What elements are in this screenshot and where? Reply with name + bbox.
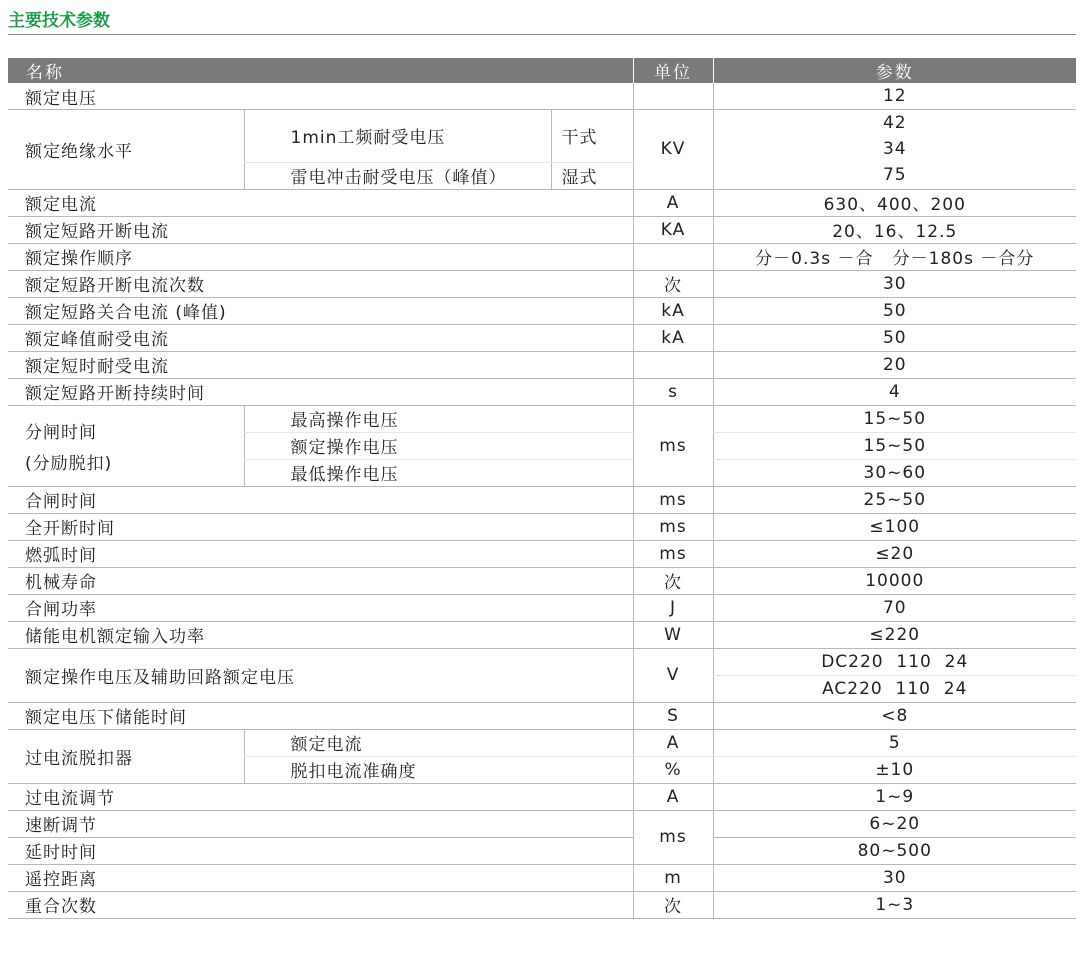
param-unit: kA <box>633 297 713 324</box>
param-name: 额定操作电压及辅助回路额定电压 <box>8 648 633 702</box>
table-row <box>8 513 1076 540</box>
table-row <box>8 702 1076 729</box>
param-value: <8 <box>713 702 1076 729</box>
table-row <box>8 810 1076 837</box>
table-row <box>8 594 1076 621</box>
table-row <box>8 405 1076 432</box>
param-value: AC220 110 24 <box>713 675 1076 702</box>
param-unit <box>633 351 713 378</box>
param-unit: ms <box>633 513 713 540</box>
param-unit: A <box>633 783 713 810</box>
param-subname: 雷电冲击耐受电压（峰值） <box>244 162 551 189</box>
param-value: 42 <box>713 110 1076 137</box>
param-value: 70 <box>713 594 1076 621</box>
param-value: 12 <box>713 83 1076 110</box>
param-name: 重合次数 <box>8 891 633 918</box>
param-name: 燃弧时间 <box>8 540 633 567</box>
header-value: 参数 <box>713 58 1076 83</box>
param-unit: 次 <box>633 567 713 594</box>
param-name: 额定短路开断电流次数 <box>8 270 633 297</box>
param-type: 干式 <box>551 110 633 163</box>
param-value: 6~20 <box>713 810 1076 837</box>
table-row <box>8 110 1076 137</box>
param-unit: % <box>633 756 713 783</box>
param-unit: ms <box>633 486 713 513</box>
section-title: 主要技术参数 <box>8 11 110 31</box>
param-value: 30 <box>713 864 1076 891</box>
param-value: 80~500 <box>713 837 1076 864</box>
param-name: 合闸功率 <box>8 594 633 621</box>
param-unit: 次 <box>633 891 713 918</box>
param-name: 合闸时间 <box>8 486 633 513</box>
param-value: 5 <box>713 729 1076 756</box>
param-name: 机械寿命 <box>8 567 633 594</box>
param-value: 1~3 <box>713 891 1076 918</box>
param-subname: 额定电流 <box>244 729 633 756</box>
param-name: 过电流调节 <box>8 783 633 810</box>
param-name: 额定绝缘水平 <box>8 110 244 190</box>
param-value: ±10 <box>713 756 1076 783</box>
param-name: 额定电流 <box>8 189 633 216</box>
param-value: 25~50 <box>713 486 1076 513</box>
param-name: 过电流脱扣器 <box>8 729 244 783</box>
param-name: 储能电机额定输入功率 <box>8 621 633 648</box>
param-value: 50 <box>713 324 1076 351</box>
param-subname: 额定操作电压 <box>244 432 633 459</box>
param-value: DC220 110 24 <box>713 648 1076 675</box>
table-row <box>8 351 1076 378</box>
param-value: 630、400、200 <box>713 189 1076 216</box>
table-row <box>8 189 1076 216</box>
param-value: 1~9 <box>713 783 1076 810</box>
param-subname: 1min工频耐受电压 <box>244 110 551 163</box>
param-subname: 脱扣电流准确度 <box>244 756 633 783</box>
param-unit: KA <box>633 216 713 243</box>
table-row <box>8 864 1076 891</box>
header-name: 名称 <box>8 58 633 83</box>
param-name: 遥控距离 <box>8 864 633 891</box>
param-unit: W <box>633 621 713 648</box>
table-row <box>8 567 1076 594</box>
table-row <box>8 648 1076 675</box>
header-unit: 单位 <box>633 58 713 83</box>
table-row <box>8 297 1076 324</box>
param-unit: A <box>633 189 713 216</box>
table-row <box>8 270 1076 297</box>
param-unit <box>633 243 713 270</box>
table-row <box>8 216 1076 243</box>
param-name: 速断调节 <box>8 810 633 837</box>
param-value: 50 <box>713 297 1076 324</box>
param-name: 额定电压 <box>8 83 633 110</box>
table-row <box>8 243 1076 270</box>
param-value: 15~50 <box>713 432 1076 459</box>
param-subname: 最高操作电压 <box>244 405 633 432</box>
param-unit: ms <box>633 810 713 864</box>
param-value: 75 <box>713 162 1076 189</box>
param-subname: 最低操作电压 <box>244 459 633 486</box>
table-row <box>8 486 1076 513</box>
param-value: ≤20 <box>713 540 1076 567</box>
specs-table <box>8 58 1076 919</box>
table-row <box>8 891 1076 918</box>
param-unit: 次 <box>633 270 713 297</box>
param-name: 额定电压下储能时间 <box>8 702 633 729</box>
param-name-note: (分励脱扣) <box>25 453 113 474</box>
param-value: 10000 <box>713 567 1076 594</box>
param-value: 30 <box>713 270 1076 297</box>
param-value: ≤220 <box>713 621 1076 648</box>
param-name: 额定短路开断持续时间 <box>8 378 633 405</box>
param-name: 额定峰值耐受电流 <box>8 324 633 351</box>
table-row <box>8 621 1076 648</box>
param-value: 20 <box>713 351 1076 378</box>
param-unit: J <box>633 594 713 621</box>
param-value: 20、16、12.5 <box>713 216 1076 243</box>
param-unit: S <box>633 702 713 729</box>
param-unit: kA <box>633 324 713 351</box>
param-name: 额定短路关合电流 (峰值) <box>8 297 633 324</box>
table-row <box>8 378 1076 405</box>
param-type: 湿式 <box>551 162 633 189</box>
table-row <box>8 83 1076 110</box>
param-value: 30~60 <box>713 459 1076 486</box>
param-unit: s <box>633 378 713 405</box>
param-value: 分－0.3s －合 分－180s －合分 <box>713 243 1076 270</box>
param-name: 延时时间 <box>8 837 633 864</box>
table-row <box>8 540 1076 567</box>
param-unit <box>633 83 713 110</box>
param-name <box>8 405 244 486</box>
param-name: 全开断时间 <box>8 513 633 540</box>
table-row <box>8 837 1076 864</box>
param-unit: KV <box>633 110 713 190</box>
param-unit: V <box>633 648 713 702</box>
param-value: 4 <box>713 378 1076 405</box>
title-divider <box>8 34 1076 35</box>
param-unit: ms <box>633 540 713 567</box>
param-unit: A <box>633 729 713 756</box>
param-value: 34 <box>713 136 1076 162</box>
param-unit: ms <box>633 405 713 486</box>
param-value: 15~50 <box>713 405 1076 432</box>
table-row <box>8 783 1076 810</box>
param-name: 额定短时耐受电流 <box>8 351 633 378</box>
table-row <box>8 324 1076 351</box>
param-name: 额定短路开断电流 <box>8 216 633 243</box>
param-value: ≤100 <box>713 513 1076 540</box>
table-header-row <box>8 58 1076 83</box>
param-name-line: 分闸时间 <box>25 422 97 443</box>
param-name: 额定操作顺序 <box>8 243 633 270</box>
param-unit: m <box>633 864 713 891</box>
table-row <box>8 729 1076 756</box>
